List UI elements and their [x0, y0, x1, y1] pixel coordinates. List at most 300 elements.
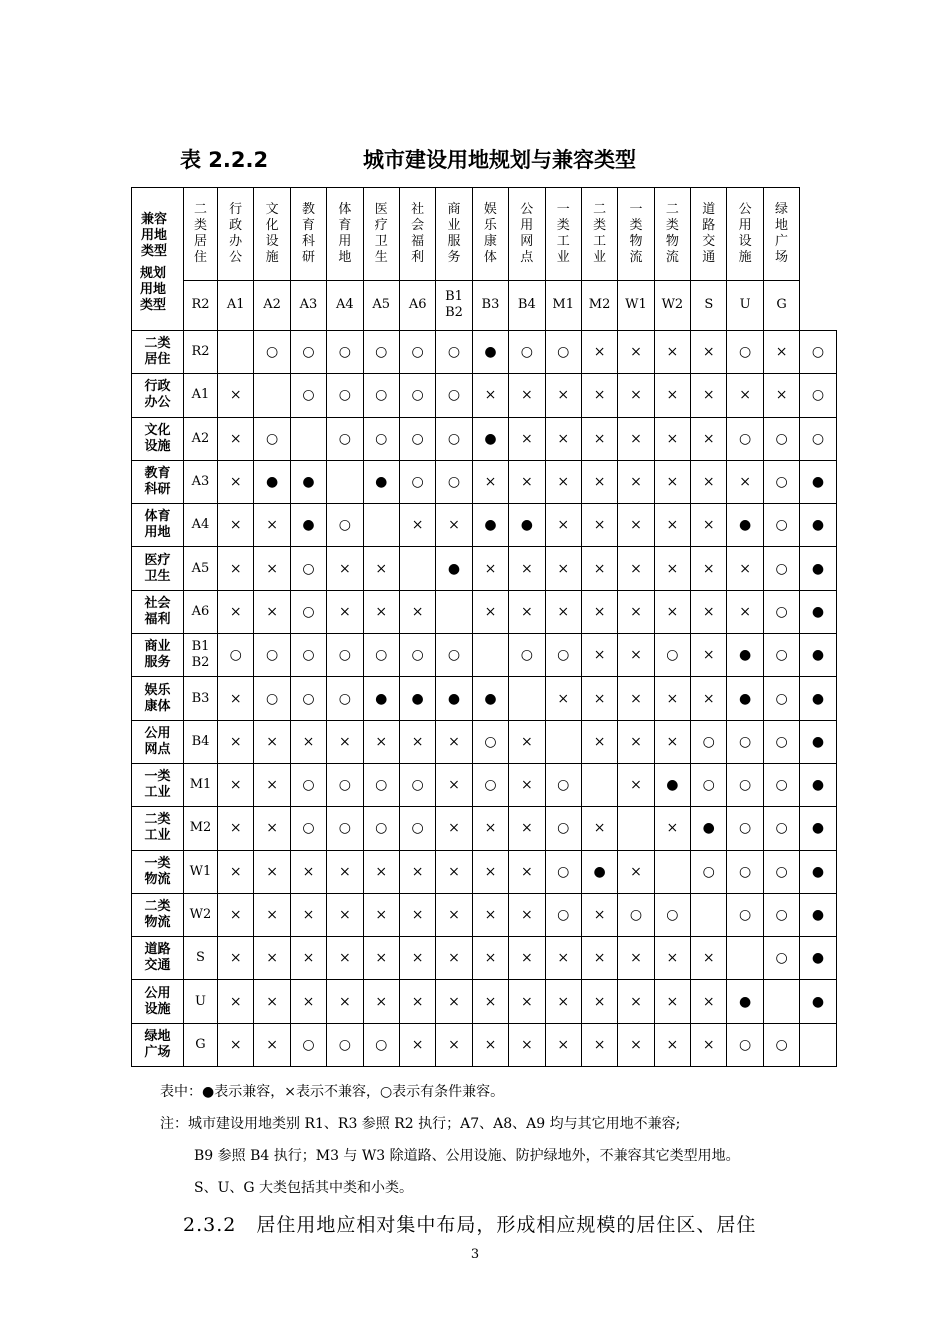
row-header-name: [132, 417, 184, 460]
column-name: 公用网点: [520, 201, 534, 265]
table-cell: ×: [327, 980, 363, 1023]
table-row: [132, 677, 837, 720]
column-header-name: [509, 188, 545, 281]
table-cell: ×: [218, 374, 254, 417]
table-cell: ×: [581, 634, 617, 677]
table-cell: ×: [399, 720, 435, 763]
column-header-code: B4: [509, 280, 545, 330]
row-header-name: [132, 850, 184, 893]
table-cell: ○: [545, 763, 581, 806]
table-cell: ○: [545, 331, 581, 374]
table-cell: ●: [727, 504, 763, 547]
column-name: 行政办公: [229, 201, 243, 265]
table-row: [132, 634, 837, 677]
table-cell: ○: [509, 634, 545, 677]
table-cell: ○: [763, 504, 799, 547]
table-cell: ○: [363, 331, 399, 374]
table-cell: ×: [399, 893, 435, 936]
table-row: [132, 937, 837, 980]
table-cell: ●: [399, 677, 435, 720]
table-cell: ×: [727, 460, 763, 503]
table-cell: ×: [654, 460, 690, 503]
table-cell: ○: [290, 547, 326, 590]
table-cell: ○: [618, 893, 654, 936]
table-cell: ○: [327, 417, 363, 460]
table-cell: ○: [691, 763, 727, 806]
table-cell: ○: [290, 634, 326, 677]
column-header-name: [654, 188, 690, 281]
column-header-name: [545, 188, 581, 281]
table-cell: ×: [399, 850, 435, 893]
table-cell: ×: [509, 417, 545, 460]
table-cell: ×: [654, 504, 690, 547]
row-header-code: R2: [184, 331, 218, 374]
row-name: 商业服务: [144, 639, 171, 671]
table-cell: ×: [691, 331, 727, 374]
table-cell: [472, 634, 508, 677]
table-cell: ×: [363, 980, 399, 1023]
column-name: 公用设施: [738, 201, 752, 265]
table-cell: ×: [436, 763, 472, 806]
row-name: 教育科研: [144, 466, 171, 498]
table-cell: ○: [290, 807, 326, 850]
table-cell: ×: [290, 850, 326, 893]
header-row-names: [132, 188, 837, 281]
table-cell: ×: [509, 763, 545, 806]
table-cell: ○: [363, 634, 399, 677]
column-name: 医疗卫生: [374, 201, 388, 265]
column-header-name: [290, 188, 326, 281]
table-cell: [363, 504, 399, 547]
table-cell: ×: [618, 504, 654, 547]
table-cell: ×: [509, 547, 545, 590]
table-cell: ×: [363, 893, 399, 936]
table-cell: ●: [800, 850, 836, 893]
table-cell: ×: [509, 850, 545, 893]
table-cell: ○: [327, 374, 363, 417]
table-cell: ×: [436, 893, 472, 936]
table-cell: ○: [654, 893, 690, 936]
table-cell: ○: [763, 763, 799, 806]
table-cell: ○: [727, 1023, 763, 1066]
table-cell: ×: [691, 547, 727, 590]
table-cell: ●: [800, 763, 836, 806]
row-header-code: B1 B2: [184, 634, 218, 677]
table-caption: [180, 140, 780, 176]
table-cell: ×: [218, 893, 254, 936]
column-header-code: A2: [254, 280, 290, 330]
table-cell: ○: [800, 374, 836, 417]
table-cell: ×: [691, 937, 727, 980]
table-cell: ×: [654, 374, 690, 417]
column-header-name: [581, 188, 617, 281]
table-cell: ●: [800, 547, 836, 590]
row-name: 公用网点: [144, 725, 171, 757]
table-cell: ×: [436, 1023, 472, 1066]
table-cell: [254, 374, 290, 417]
table-cell: ×: [691, 634, 727, 677]
table-cell: ×: [436, 807, 472, 850]
table-cell: ×: [436, 720, 472, 763]
table-cell: ×: [545, 417, 581, 460]
table-cell: ○: [800, 417, 836, 460]
column-header-code: A4: [327, 280, 363, 330]
table-cell: ○: [327, 634, 363, 677]
table-cell: ○: [363, 374, 399, 417]
table-cell: ×: [618, 590, 654, 633]
column-header-code: G: [763, 280, 799, 330]
table-cell: ×: [691, 980, 727, 1023]
note-line-2: B9 参照 B4 执行；M3 与 W3 除道路、公用设施、防护绿地外，不兼容其它类型用地。: [194, 1148, 740, 1164]
row-name: 二类居住: [144, 336, 171, 368]
table-row: [132, 590, 837, 633]
table-cell: ○: [545, 850, 581, 893]
table-cell: ×: [581, 893, 617, 936]
table-cell: ×: [399, 1023, 435, 1066]
table-cell: ○: [763, 807, 799, 850]
row-name: 医疗卫生: [144, 552, 171, 584]
table-cell: ×: [254, 980, 290, 1023]
table-cell: ○: [727, 417, 763, 460]
column-header-code: A1: [218, 280, 254, 330]
row-header-code: B3: [184, 677, 218, 720]
table-cell: [618, 807, 654, 850]
table-cell: ×: [218, 807, 254, 850]
table-cell: ×: [363, 720, 399, 763]
table-cell: ×: [363, 547, 399, 590]
table-cell: ×: [545, 980, 581, 1023]
row-header-code: A1: [184, 374, 218, 417]
table-cell: ×: [509, 937, 545, 980]
row-name: 文化设施: [144, 422, 171, 454]
table-cell: ×: [399, 504, 435, 547]
table-cell: ○: [763, 1023, 799, 1066]
table-cell: ○: [509, 331, 545, 374]
table-cell: ×: [545, 547, 581, 590]
table-cell: ○: [727, 720, 763, 763]
table-row: [132, 460, 837, 503]
table-cell: ×: [618, 720, 654, 763]
table-cell: ○: [763, 893, 799, 936]
row-header-code: G: [184, 1023, 218, 1066]
table-cell: ×: [436, 850, 472, 893]
column-header-name: [327, 188, 363, 281]
table-cell: ●: [472, 331, 508, 374]
table-row: [132, 980, 837, 1023]
table-cell: ×: [254, 807, 290, 850]
row-header-name: [132, 634, 184, 677]
table-cell: ×: [218, 980, 254, 1023]
table-cell: ×: [618, 1023, 654, 1066]
table-cell: ×: [327, 937, 363, 980]
table-cell: [581, 763, 617, 806]
row-header-name: [132, 763, 184, 806]
table-cell: ○: [290, 590, 326, 633]
row-header-code: A6: [184, 590, 218, 633]
table-cell: ×: [363, 937, 399, 980]
column-header-code: B3: [472, 280, 508, 330]
table-cell: ×: [618, 417, 654, 460]
row-name: 道路交通: [144, 942, 171, 974]
table-cell: ×: [618, 634, 654, 677]
column-header-code: S: [691, 280, 727, 330]
table-cell: ×: [545, 374, 581, 417]
row-header-name: [132, 374, 184, 417]
table-cell: ×: [327, 850, 363, 893]
column-header-name: [363, 188, 399, 281]
land-use-compatibility-table: [131, 187, 837, 1067]
table-cell: ○: [436, 634, 472, 677]
corner-cell: [132, 188, 184, 331]
row-header-name: [132, 460, 184, 503]
table-title: 城市建设用地规划与兼容类型: [363, 148, 636, 172]
table-cell: ○: [436, 374, 472, 417]
column-name: 道路交通: [702, 201, 716, 265]
table-cell: ●: [363, 460, 399, 503]
table-cell: ×: [254, 1023, 290, 1066]
legend-note: 表中：●表示兼容，×表示不兼容，○表示有条件兼容。: [160, 1084, 505, 1100]
table-cell: ×: [654, 677, 690, 720]
table-cell: ×: [509, 1023, 545, 1066]
table-cell: [691, 893, 727, 936]
table-cell: ×: [472, 980, 508, 1023]
table-cell: ×: [472, 547, 508, 590]
table-cell: [509, 677, 545, 720]
row-name: 一类工业: [144, 769, 171, 801]
table-cell: ○: [727, 331, 763, 374]
table-cell: ×: [545, 504, 581, 547]
table-cell: ○: [436, 460, 472, 503]
column-name: 社会福利: [411, 201, 425, 265]
row-name: 一类物流: [144, 855, 171, 887]
table-cell: ×: [436, 937, 472, 980]
row-name: 二类物流: [144, 899, 171, 930]
table-cell: ×: [581, 504, 617, 547]
table-cell: ×: [763, 374, 799, 417]
row-header-name: [132, 677, 184, 720]
column-header-name: [399, 188, 435, 281]
column-header-code: W2: [654, 280, 690, 330]
table-cell: ●: [800, 893, 836, 936]
table-cell: ○: [363, 763, 399, 806]
table-cell: ×: [691, 374, 727, 417]
table-cell: ×: [581, 720, 617, 763]
row-header-name: [132, 720, 184, 763]
table-cell: ●: [727, 634, 763, 677]
table-cell: ×: [691, 590, 727, 633]
table-cell: ○: [436, 331, 472, 374]
table-cell: ×: [218, 460, 254, 503]
table-cell: ○: [399, 417, 435, 460]
table-cell: ×: [581, 460, 617, 503]
table-cell: ●: [800, 720, 836, 763]
table-cell: ×: [218, 417, 254, 460]
table-cell: ×: [363, 850, 399, 893]
column-name: 二类居住: [193, 201, 207, 265]
table-cell: ○: [763, 417, 799, 460]
table-cell: ○: [327, 331, 363, 374]
table-cell: ×: [763, 331, 799, 374]
table-cell: ●: [363, 677, 399, 720]
table-cell: ×: [618, 850, 654, 893]
table-row: [132, 850, 837, 893]
table-cell: ○: [763, 634, 799, 677]
table-cell: ×: [691, 417, 727, 460]
table-cell: ●: [290, 504, 326, 547]
table-cell: ×: [290, 937, 326, 980]
table-cell: ×: [618, 677, 654, 720]
row-header-name: [132, 590, 184, 633]
column-header-code: W1: [618, 280, 654, 330]
row-name: 娱乐康体: [144, 682, 171, 714]
table-cell: ○: [399, 374, 435, 417]
table-cell: ×: [654, 331, 690, 374]
column-name: 一类工业: [556, 201, 570, 265]
column-header-code: R2: [184, 280, 218, 330]
table-cell: ○: [654, 634, 690, 677]
table-cell: ×: [399, 590, 435, 633]
table-cell: ○: [254, 677, 290, 720]
column-header-name: [254, 188, 290, 281]
table-cell: ○: [254, 417, 290, 460]
table-cell: ×: [218, 937, 254, 980]
column-header-code: U: [727, 280, 763, 330]
table-cell: ×: [327, 893, 363, 936]
table-cell: ●: [436, 677, 472, 720]
table-cell: ×: [581, 807, 617, 850]
column-header-name: [618, 188, 654, 281]
table-row: [132, 893, 837, 936]
table-cell: ×: [290, 893, 326, 936]
table-cell: ○: [691, 850, 727, 893]
table-row: [132, 720, 837, 763]
table-cell: ○: [290, 1023, 326, 1066]
row-header-name: [132, 504, 184, 547]
column-header-code: M2: [581, 280, 617, 330]
table-cell: ○: [327, 807, 363, 850]
table-cell: ×: [472, 374, 508, 417]
table-cell: [436, 590, 472, 633]
table-cell: ○: [763, 720, 799, 763]
table-cell: ×: [218, 547, 254, 590]
table-cell: ○: [763, 590, 799, 633]
column-name: 二类物流: [665, 201, 679, 265]
table-cell: ×: [254, 893, 290, 936]
row-header-name: [132, 807, 184, 850]
table-cell: ×: [618, 460, 654, 503]
table-cell: ×: [545, 460, 581, 503]
table-cell: ×: [691, 504, 727, 547]
table-cell: ○: [218, 634, 254, 677]
table-cell: ●: [509, 504, 545, 547]
table-cell: ×: [581, 937, 617, 980]
table-cell: ×: [509, 374, 545, 417]
table-cell: ×: [254, 720, 290, 763]
table-cell: ×: [290, 720, 326, 763]
column-header-code: A6: [399, 280, 435, 330]
table-cell: ×: [654, 417, 690, 460]
table-cell: ×: [727, 374, 763, 417]
row-header-code: A5: [184, 547, 218, 590]
table-cell: ○: [290, 374, 326, 417]
column-name: 绿地广场: [775, 201, 789, 265]
table-cell: ○: [472, 720, 508, 763]
table-cell: ○: [727, 850, 763, 893]
table-cell: ×: [654, 720, 690, 763]
table-cell: [654, 850, 690, 893]
table-cell: ×: [327, 590, 363, 633]
column-name: 文化设施: [265, 201, 279, 265]
table-cell: ○: [399, 763, 435, 806]
table-cell: ●: [691, 807, 727, 850]
table-cell: [800, 1023, 836, 1066]
table-row: [132, 547, 837, 590]
row-header-code: A3: [184, 460, 218, 503]
table-cell: ×: [399, 980, 435, 1023]
table-cell: ×: [254, 547, 290, 590]
table-cell: ×: [509, 720, 545, 763]
table-cell: ○: [763, 677, 799, 720]
row-header-code: W1: [184, 850, 218, 893]
table-cell: ×: [509, 460, 545, 503]
column-name: 一类物流: [629, 201, 643, 265]
table-cell: ○: [327, 1023, 363, 1066]
row-header-name: [132, 893, 184, 936]
table-cell: ●: [800, 937, 836, 980]
table-cell: ○: [254, 634, 290, 677]
table-cell: ○: [763, 547, 799, 590]
table-cell: ×: [472, 807, 508, 850]
table-cell: ○: [327, 504, 363, 547]
table-cell: ×: [581, 677, 617, 720]
table-cell: ●: [727, 980, 763, 1023]
table-cell: ○: [290, 331, 326, 374]
table-cell: ●: [472, 677, 508, 720]
table-cell: ×: [691, 677, 727, 720]
column-header-name: [691, 188, 727, 281]
table-cell: ×: [509, 980, 545, 1023]
column-name: 教育科研: [301, 201, 315, 265]
corner-col-axis-label: 兼容用地类型: [141, 212, 168, 259]
row-header-code: U: [184, 980, 218, 1023]
table-cell: ×: [581, 417, 617, 460]
table-cell: ●: [800, 590, 836, 633]
table-cell: ×: [290, 980, 326, 1023]
column-name: 娱乐康体: [483, 201, 497, 265]
table-cell: [545, 720, 581, 763]
table-row: [132, 763, 837, 806]
table-cell: ●: [800, 504, 836, 547]
table-cell: ×: [581, 980, 617, 1023]
table-cell: ●: [800, 980, 836, 1023]
column-header-name: [436, 188, 472, 281]
table-cell: ×: [654, 937, 690, 980]
table-cell: ○: [399, 634, 435, 677]
table-cell: ○: [545, 893, 581, 936]
table-number: 表 2.2.2: [180, 148, 269, 172]
table-cell: ○: [254, 331, 290, 374]
table-cell: ●: [290, 460, 326, 503]
table-row: [132, 374, 837, 417]
table-cell: ×: [254, 504, 290, 547]
table-cell: ×: [254, 763, 290, 806]
row-header-name: [132, 980, 184, 1023]
table-cell: ×: [472, 893, 508, 936]
table-cell: ○: [436, 417, 472, 460]
column-header-name: [472, 188, 508, 281]
table-cell: ○: [363, 417, 399, 460]
table-cell: ×: [581, 331, 617, 374]
